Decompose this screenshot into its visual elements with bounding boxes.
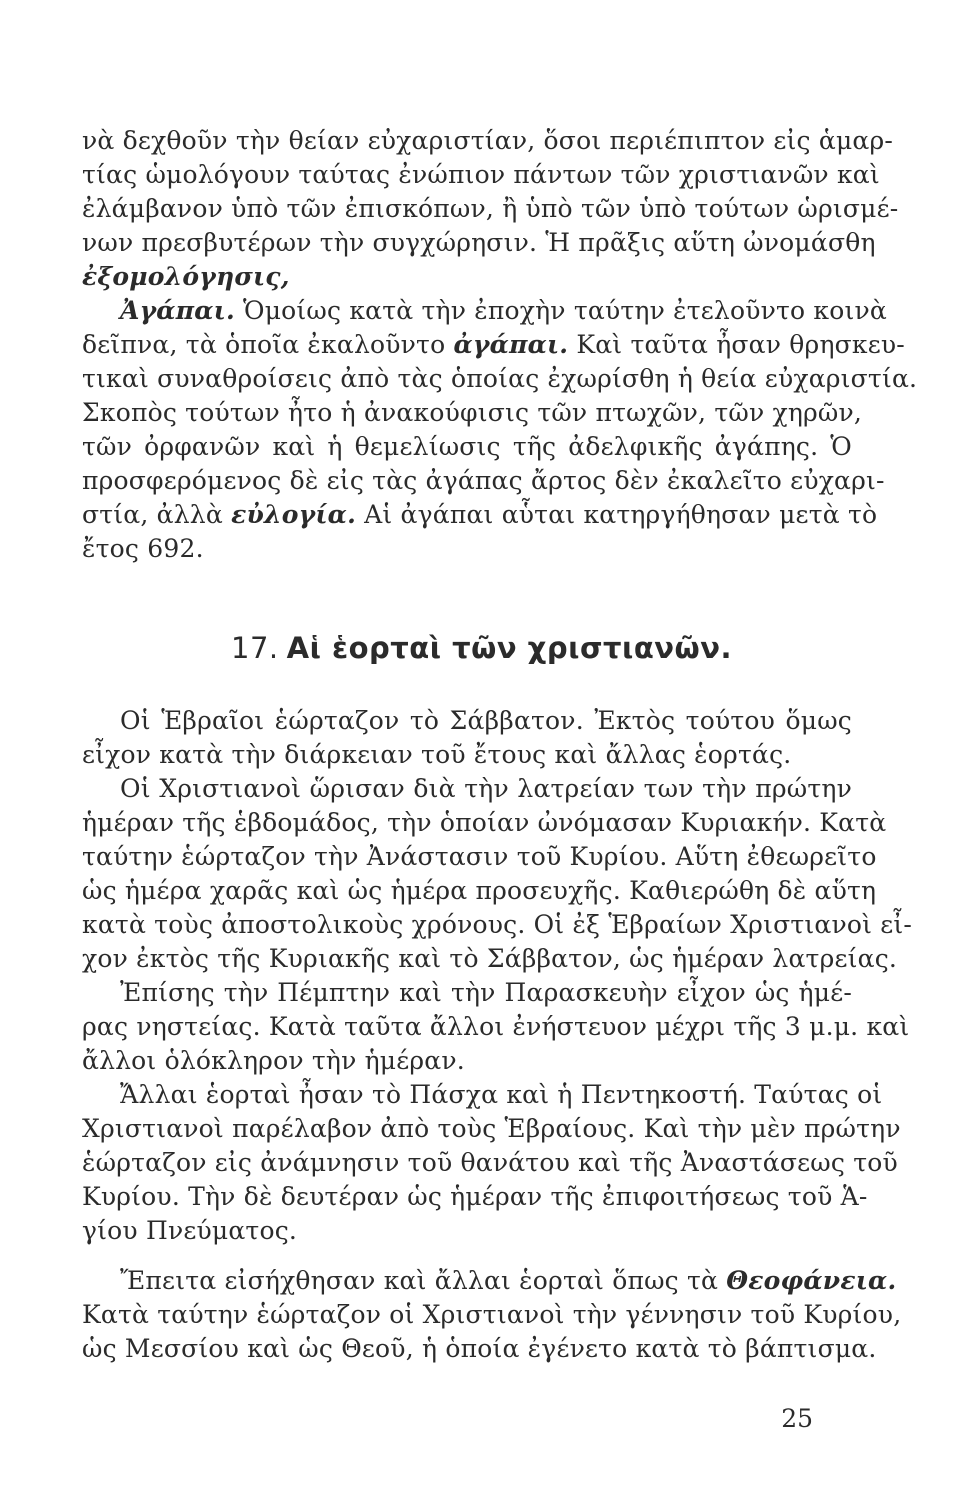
text-line: ἐξομολόγησις, (82, 262, 290, 291)
text-line: κατὰ τοὺς ἀποστολικοὺς χρόνους. Οἱ ἐξ Ἑβραίων Χριστιανοὶ εἶ- (82, 910, 913, 939)
section-title: Αἱ ἑορταὶ τῶν χριστιανῶν. (286, 631, 732, 665)
text-line: ἄλλοι ὁλόκληρον τὴν ἡμέραν. (82, 1046, 465, 1075)
text-line: ἐλάμβανον ὑπὸ τῶν ἐπισκόπων, ἢ ὑπὸ τῶν ὑπὸ τούτων ὡρισμέ- (82, 194, 899, 223)
text-line: τίας ὡμολόγουν ταύτας ἐνώπιον πάντων τῶν χριστιανῶν καὶ (82, 160, 880, 189)
text-line: ἔτος 692. (82, 534, 204, 563)
section-heading (0, 626, 963, 670)
text-line: στία, ἀλλὰ εὐλογία. Αἱ ἀγάπαι αὗται κατηργήθησαν μετὰ τὸ (82, 500, 878, 529)
text-line: Ἄλλαι ἑορταὶ ἦσαν τὸ Πάσχα καὶ ἡ Πεντηκοστή. Ταύτας οἱ (120, 1080, 883, 1109)
text-line: ὡς Μεσσίου καὶ ὡς Θεοῦ, ἡ ὁποία ἐγένετο κατὰ τὸ βάπτισμα. (82, 1334, 877, 1363)
text-line: Κατὰ ταύτην ἑώρταζον οἱ Χριστιανοὶ τὴν γέννησιν τοῦ Κυρίου, (82, 1300, 902, 1329)
emphasized-term: Θεοφάνεια. (726, 1266, 897, 1295)
page-number: 25 (781, 1404, 813, 1433)
text-line: νὰ δεχθοῦν τὴν θείαν εὐχαριστίαν, ὅσοι περιέπιπτον εἰς ἁμαρ- (82, 126, 894, 155)
text-line: εἶχον κατὰ τὴν διάρκειαν τοῦ ἔτους καὶ ἄλλας ἑορτάς. (82, 740, 792, 769)
text-line: δεῖπνα, τὰ ὁποῖα ἐκαλοῦντο ἀγάπαι. Καὶ ταῦτα ἦσαν θρησκευ- (82, 330, 905, 359)
text-line: Κυρίου. Τὴν δὲ δευτέραν ὡς ἡμέραν τῆς ἐπιφοιτήσεως τοῦ Ἁ- (82, 1182, 868, 1211)
emphasized-term: Ἀγάπαι. (120, 296, 235, 325)
text-line: ἡμέραν τῆς ἑβδομάδος, τὴν ὁποίαν ὠνόμασαν Κυριακήν. Κατὰ (82, 808, 887, 837)
text-line: ὡς ἡμέρα χαρᾶς καὶ ὡς ἡμέρα προσευχῆς. Καθιερώθη δὲ αὕτη (82, 876, 877, 905)
text-line: νων πρεσβυτέρων τὴν συγχώρησιν. Ἡ πρᾶξις αὕτη ὠνομάσθη (82, 228, 876, 257)
text-line: Σκοπὸς τούτων ἦτο ἡ ἀνακούφισις τῶν πτωχῶν, τῶν χηρῶν, (82, 398, 863, 427)
text-line: Οἱ Χριστιανοὶ ὥρισαν διὰ τὴν λατρείαν των τὴν πρώτην (120, 774, 852, 803)
text-line: Χριστιανοὶ παρέλαβον ἀπὸ τοὺς Ἑβραίους. Καὶ τὴν μὲν πρώτην (82, 1114, 901, 1143)
emphasized-term: ἀγάπαι. (453, 330, 569, 359)
text-line: ἑώρταζον εἰς ἀνάμνησιν τοῦ θανάτου καὶ τῆς Ἀναστάσεως τοῦ (82, 1148, 898, 1177)
text-line: προσφερόμενος δὲ εἰς τὰς ἀγάπας ἄρτος δὲν ἐκαλεῖτο εὐχαρι- (82, 466, 885, 495)
text-line: τῶν ὀρφανῶν καὶ ἡ θεμελίωσις τῆς ἀδελφικῆς ἀγάπης. Ὁ (82, 432, 852, 461)
text-line: Ἀγάπαι. Ὁμοίως κατὰ τὴν ἐποχὴν ταύτην ἐτελοῦντο κοινὰ (120, 296, 887, 325)
text-line: χον ἐκτὸς τῆς Κυριακῆς καὶ τὸ Σάββατον, ὡς ἡμέραν λατρείας. (82, 944, 898, 973)
text-line: Οἱ Ἑβραῖοι ἑώρταζον τὸ Σάββατον. Ἐκτὸς τούτου ὅμως (120, 706, 852, 735)
text-line: Ἔπειτα εἰσήχθησαν καὶ ἄλλαι ἑορταὶ ὅπως τὰ Θεοφάνεια. (120, 1266, 897, 1295)
text-line: ρας νηστείας. Κατὰ ταῦτα ἄλλοι ἐνήστευον μέχρι τῆς 3 μ.μ. καὶ (82, 1012, 910, 1041)
text-line: ταύτην ἑώρταζον τὴν Ἀνάστασιν τοῦ Κυρίου. Αὕτη ἐθεωρεῖτο (82, 842, 877, 871)
text-line: Ἐπίσης τὴν Πέμπτην καὶ τὴν Παρασκευὴν εἶχον ὡς ἡμέ- (120, 978, 852, 1007)
section-number: 17. (231, 631, 279, 665)
text-line: τικαὶ συναθροίσεις ἀπὸ τὰς ὁποίας ἐχωρίσθη ἡ θεία εὐχαριστία. (82, 364, 918, 393)
emphasized-term: εὐλογία. (231, 500, 356, 529)
text-line: γίου Πνεύματος. (82, 1216, 298, 1245)
